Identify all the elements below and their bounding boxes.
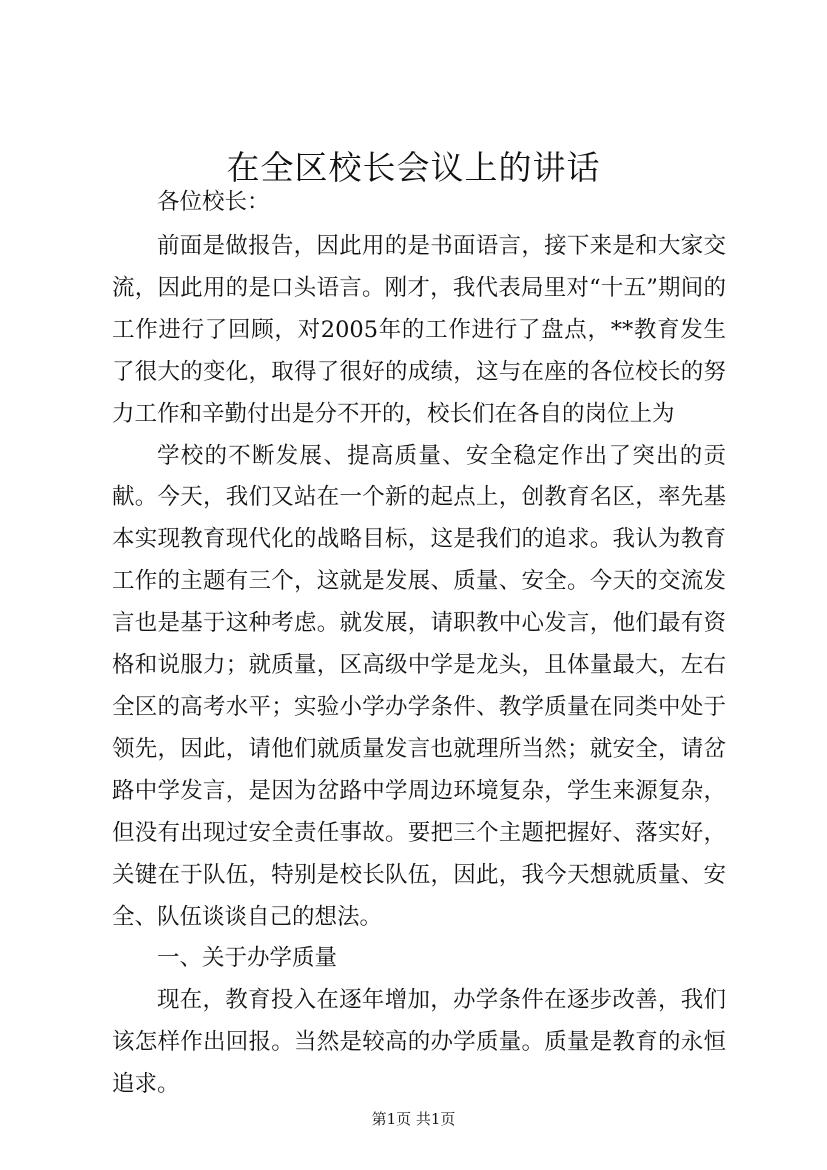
paragraph-quality: 现在，教育投入在逐年增加，办学条件在逐步改善，我们该怎样作出回报。当然是较高的办学质量。质量是教育的永恒追求。 [112,987,726,1098]
page-footer: 第1页 共1页 [371,1110,456,1128]
section-heading-quality: 一、关于办学质量 [157,945,338,972]
paragraph-intro: 前面是做报告，因此用的是书面语言，接下来是和大家交流，因此用的是口头语言。刚才，我代表局里对“十五”期间的工作进行了回顾，对2005年的工作进行了盘点，**教育发生了很大的变化，取得了很好的成绩，这与在座的各位校长的努力工作和辛勤付出是分不开的，校长们在各自的岗位上为 [112,233,726,427]
document-title: 在全区校长会议上的讲话 [226,148,601,187]
paragraph-themes: 学校的不断发展、提高质量、安全稳定作出了突出的贡献。今天，我们又站在一个新的起点上，创教育名区，率先基本实现教育现代化的战略目标，这是我们的追求。我认为教育工作的主题有三个，这就是发展、质量、安全。今天的交流发言也是基于这种考虑。就发展，请职教中心发言，他们最有资格和说服力；就质量，区高级中学是龙头，且体量最大，左右全区的高考水平；实验小学办学条件、教学质量在同类中处于领先，因此，请他们就质量发言也就理所当然；就安全，请岔路中学发言，是因为岔路中学周边环境复杂，学生来源复杂，但没有出现过安全责任事故。要把三个主题把握好、落实好，关键在于队伍，特别是校长队伍，因此，我今天想就质量、安全、队伍谈谈自己的想法。 [112,442,726,930]
salutation: 各位校长： [157,189,270,215]
document-body [112,178,726,1106]
